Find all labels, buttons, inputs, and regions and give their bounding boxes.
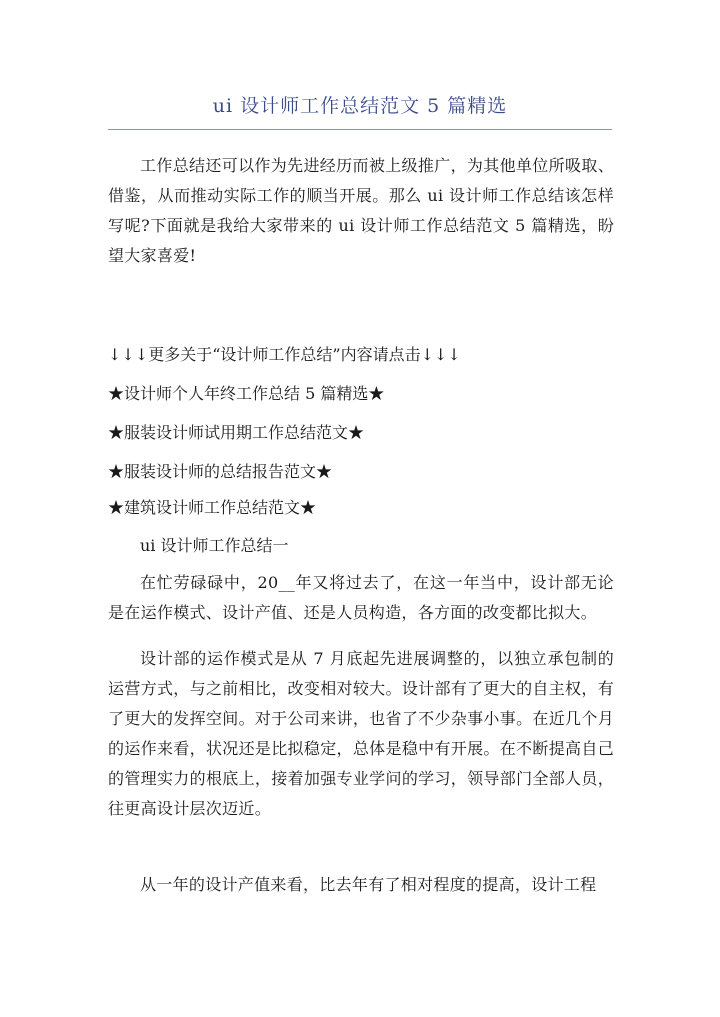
body-paragraph-3: 从一年的设计产值来看，比去年有了相对程度的提高，设计工程	[140, 875, 597, 894]
related-link-3[interactable]: ★服装设计师的总结报告范文★	[108, 462, 333, 481]
document-title: ui 设计师工作总结范文 5 篇精选	[212, 95, 508, 117]
related-link-2[interactable]: ★服装设计师试用期工作总结范文★	[108, 423, 365, 442]
more-links-header: ↓↓↓更多关于“设计师工作总结”内容请点击↓↓↓	[108, 345, 461, 364]
body-paragraph-2: 设计部的运作模式是从 7 月底起先进展调整的，以独立承包制的运营方式，与之前相比，改变相对较大。设计部有了更大的自主权，有了更大的发挥空间。对于公司来讲，也省了不少杂事小事。在近几个月的运作来看，状况还是比拟稳定，总体是稳中有开展。在不断提高自己的管理实力的根底上，接着加强专业学问的学习，领导部门全部人员，往更高设计层次迈近。	[108, 649, 614, 818]
section-heading: ui 设计师工作总结一	[140, 536, 289, 555]
body-paragraph-1: 在忙劳碌碌中，20__年又将过去了，在这一年当中，设计部无论是在运作模式、设计产值、还是人员构造，各方面的改变都比拟大。	[108, 573, 614, 622]
intro-paragraph: 工作总结还可以作为先进经历而被上级推广，为其他单位所吸取、借鉴，从而推动实际工作的顺当开展。那么 ui 设计师工作总结该怎样写呢?下面就是我给大家带来的 ui 设计师工作总结范文 5 篇精选，盼望大家喜爱!	[108, 156, 614, 265]
title-divider	[108, 129, 612, 130]
related-link-1[interactable]: ★设计师个人年终工作总结 5 篇精选★	[108, 384, 385, 403]
related-link-4[interactable]: ★建筑设计师工作总结范文★	[108, 498, 317, 517]
